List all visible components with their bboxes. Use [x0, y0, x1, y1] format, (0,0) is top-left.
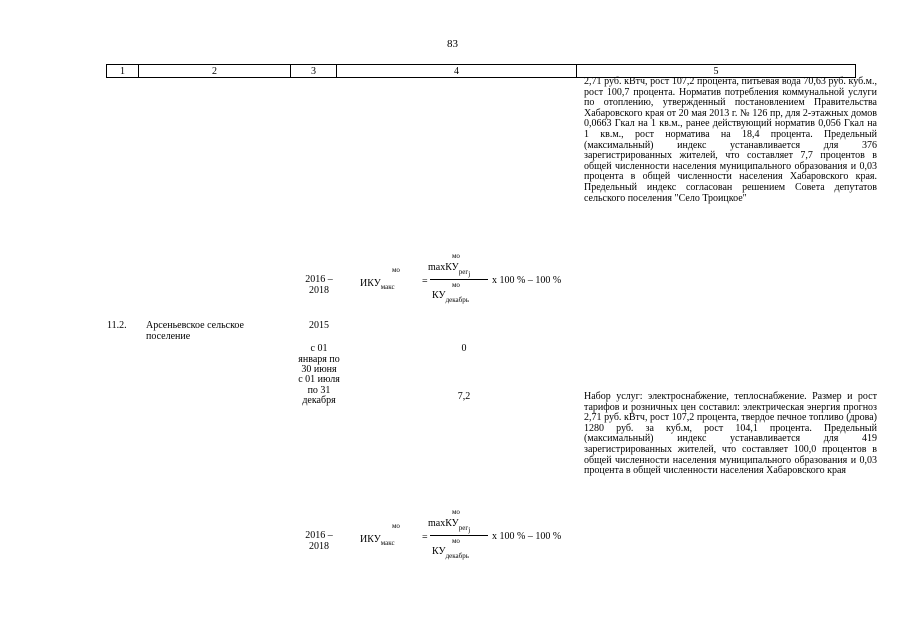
header-col-5: 5: [577, 65, 856, 78]
formula-lhs: $ИКУ_{макс}$: [360, 278, 395, 291]
formula-lhs-sup: мо: [392, 522, 400, 530]
fraction-line: [430, 279, 488, 280]
header-col-3: 3: [291, 65, 337, 78]
period-second-half: с 01 июля по 31 декабря: [298, 374, 340, 407]
header-col-2: 2: [139, 65, 291, 78]
formula-tail: x 100 % – 100 %: [492, 275, 562, 286]
prev-row-description: 2,71 руб. кВтч, рост 107,2 процента, питьевая вода 70,63 руб. куб.м., рост 100,7 процента. Норматив потребления коммунальной услуги по отоплению, утвержденный постановлением Правительства Хабаровского края от 20 мая 2013 г. № 126 пр, для 2-этажных домов 0,0663 Гкал на 1 кв.м., ранее действующий норматив 0,056 Гкал на 1 кв.м., рост норматива на 18,4 процента. Предельный (максимальный) индекс устанавливается для 376 зарегистрированных жителей, что составляет 7,7 процентов в общей численности населения муниципального образования и 0,03 процента в общей численности населения Хабаровского края. Предельный индекс согласован решением Совета депутатов сельского поселения "Село Троицкое": [584, 76, 877, 204]
formula-2: [360, 506, 590, 568]
formula-equals: =: [422, 276, 428, 287]
formula-numerator: maxКУ$_{регj}$: [428, 518, 471, 534]
fraction-line: [430, 535, 488, 536]
formula-num-sup: мо: [452, 252, 460, 260]
formula-denominator: $КУ_{декабрь}$: [432, 290, 469, 304]
value-second-half: 7,2: [457, 391, 471, 402]
prev-row-period: 2016 – 2018: [305, 274, 333, 296]
formula-den-sup: мо: [452, 537, 460, 545]
formula-lhs: $ИКУ_{макс}$: [360, 534, 395, 547]
formula-equals: =: [422, 532, 428, 543]
row-year: 2015: [309, 320, 329, 331]
formula-numerator: maxКУ$_{регj}$: [428, 262, 471, 278]
formula-lhs-sup: мо: [392, 266, 400, 274]
row-period-2016-2018: 2016 – 2018: [305, 530, 333, 552]
formula-1: [360, 250, 590, 312]
header-col-4: 4: [337, 65, 577, 78]
formula-tail: x 100 % – 100 %: [492, 531, 562, 542]
settlement-name: Арсеньевское сельское поселение: [146, 320, 244, 342]
page-number: 83: [447, 38, 458, 50]
period-first-half: с 01 января по 30 июня: [298, 343, 340, 376]
header-col-1: 1: [107, 65, 139, 78]
row-description: Набор услуг: электроснабжение, теплоснабжение. Размер и рост тарифов и розничных цен составил: электрическая энергия прогноз 2,71 руб. кВтч, рост 107,2 процента, твердое печное топливо (дрова) 1280 руб. за куб.м, рост 104,1 процента. Предельный (максимальный) индекс устанавливается для 419 зарегистрированных жителей, что составляет 100,0 процентов в общей численности населения муниципального образования и 0,03 процента в общей численности населения Хабаровского края: [584, 391, 877, 477]
formula-denominator: $КУ_{декабрь}$: [432, 546, 469, 560]
row-number: 11.2.: [107, 320, 127, 331]
formula-den-sup: мо: [452, 281, 460, 289]
value-first-half: 0: [461, 343, 467, 354]
formula-num-sup: мо: [452, 508, 460, 516]
